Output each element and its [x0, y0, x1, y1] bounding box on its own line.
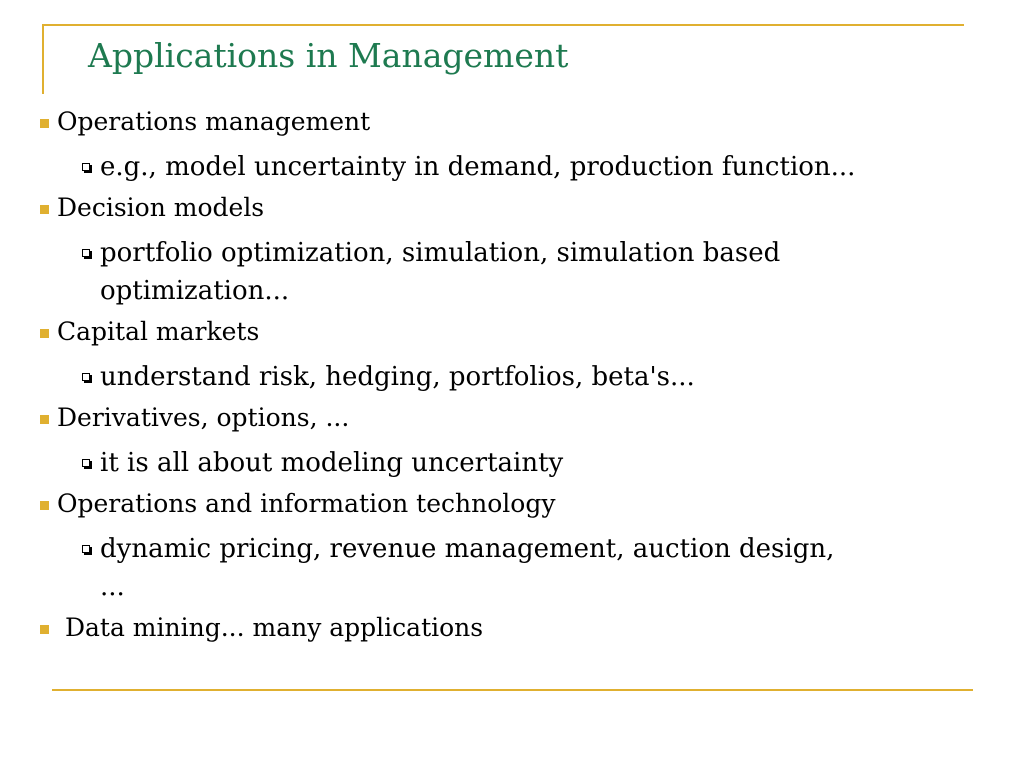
sub-bullet-label: it is all about modeling uncertainty	[100, 448, 564, 478]
sub-bullet-label: e.g., model uncertainty in demand, production function...	[100, 152, 856, 182]
square-bullet-icon	[40, 415, 49, 424]
top-rule	[42, 24, 964, 26]
hollow-square-bullet-icon	[82, 163, 90, 171]
hollow-square-bullet-icon	[82, 249, 90, 257]
bottom-rule	[52, 689, 973, 691]
slide-title: Applications in Management	[88, 36, 569, 75]
sub-bullet-item	[100, 530, 976, 606]
square-bullet-icon	[40, 205, 49, 214]
sub-bullet-label: portfolio optimization, simulation, simulation based optimization...	[100, 238, 781, 306]
bullet-label: Derivatives, options, ...	[57, 403, 350, 432]
hollow-square-bullet-icon	[82, 545, 90, 553]
bullet-item	[36, 612, 976, 644]
bullet-item	[36, 192, 976, 224]
sub-bullet-label: understand risk, hedging, portfolios, beta's...	[100, 362, 695, 392]
hollow-square-bullet-icon	[82, 373, 90, 381]
sub-bullet-item	[100, 148, 976, 186]
bullet-item	[36, 488, 976, 520]
hollow-square-bullet-icon	[82, 459, 90, 467]
bullet-label: Data mining... many applications	[57, 613, 484, 642]
square-bullet-icon	[40, 329, 49, 338]
bullet-list	[36, 106, 976, 654]
bullet-item	[36, 402, 976, 434]
sub-bullet-item	[100, 444, 976, 482]
bullet-label: Decision models	[57, 193, 265, 222]
bullet-label: Operations and information technology	[57, 489, 556, 518]
bullet-item	[36, 316, 976, 348]
sub-bullet-label: dynamic pricing, revenue management, auction design, ...	[100, 534, 835, 602]
square-bullet-icon	[40, 625, 49, 634]
bullet-item	[36, 106, 976, 138]
square-bullet-icon	[40, 119, 49, 128]
left-rule	[42, 24, 44, 94]
bullet-label: Operations management	[57, 107, 371, 136]
sub-bullet-item	[100, 358, 976, 396]
sub-bullet-item	[100, 234, 976, 310]
bullet-label: Capital markets	[57, 317, 260, 346]
square-bullet-icon	[40, 501, 49, 510]
